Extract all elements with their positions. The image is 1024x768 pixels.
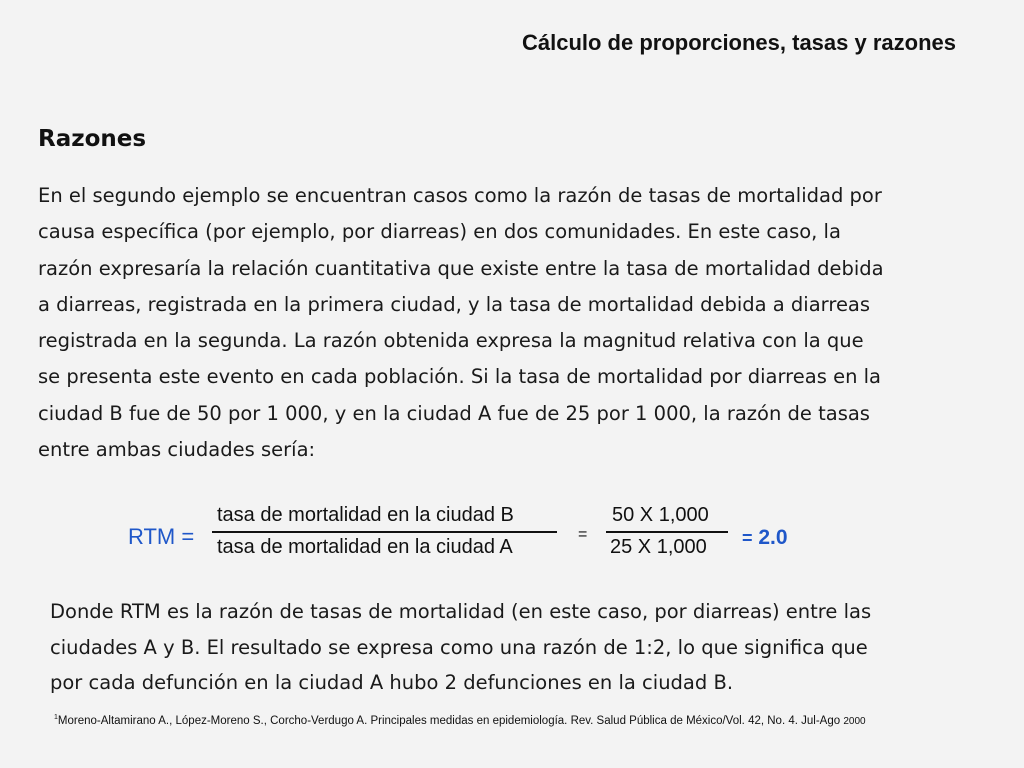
body-line: En el segundo ejemplo se encuentran casos como la razón de tasas de mortalidad por [38,184,882,207]
result-equals: = [742,528,753,548]
formula-denominator-text: tasa de mortalidad en la ciudad A [217,536,513,558]
footnote-text: Moreno-Altamirano A., López-Moreno S., Corcho-Verdugo A. Principales medidas en epidemiología. Rev. Salud Pública de México/Vol. 42, No. 4. Jul-Ago [57,714,841,727]
footnote-year: 2000 [843,715,866,727]
footnote [54,714,866,727]
explanation-paragraph [50,594,990,701]
footnote-marker: 1 [54,714,58,721]
explanation-line: ciudades A y B. El resultado se expresa como una razón de 1:2, lo que significa que [50,635,868,659]
body-line: razón expresaría la relación cuantitativa que existe entre la tasa de mortalidad debida [38,256,884,280]
body-line: registrada en la segunda. La razón obtenida expresa la magnitud relativa con la que [38,329,864,353]
body-paragraph [38,178,978,468]
slide-header-title: Cálculo de proporciones, tasas y razones [521,30,956,55]
formula-denominator-value: 25 X 1,000 [610,536,707,558]
formula-label: RTM = [128,524,195,549]
body-line: causa específica (por ejemplo, por diarreas) en dos comunidades. En este caso, la [38,220,841,244]
fraction-bar [606,531,728,533]
body-line: entre ambas ciudades sería: [38,438,316,462]
formula-result [742,526,788,550]
body-line: ciudad B fue de 50 por 1 000, y en la ciudad A fue de 25 por 1 000, la razón de tasas [38,401,870,425]
section-title: Razones [38,126,147,152]
explanation-line: por cada defunción en la ciudad A hubo 2 defunciones en la ciudad B. [50,671,734,694]
body-line: se presenta este evento en cada población. Si la tasa de mortalidad por diarreas en la [38,365,881,389]
formula-numerator-value: 50 X 1,000 [612,504,709,526]
rtm-formula [0,500,1024,570]
fraction-bar [212,531,557,533]
explanation-line: Donde RTM es la razón de tasas de mortalidad (en este caso, por diarreas) entre las [50,600,872,623]
body-line: a diarreas, registrada en la primera ciudad, y la tasa de mortalidad debida a diarreas [38,292,871,316]
formula-middle-equals: = [578,526,588,543]
formula-numerator-text: tasa de mortalidad en la ciudad B [217,504,514,526]
result-value: 2.0 [758,526,788,549]
